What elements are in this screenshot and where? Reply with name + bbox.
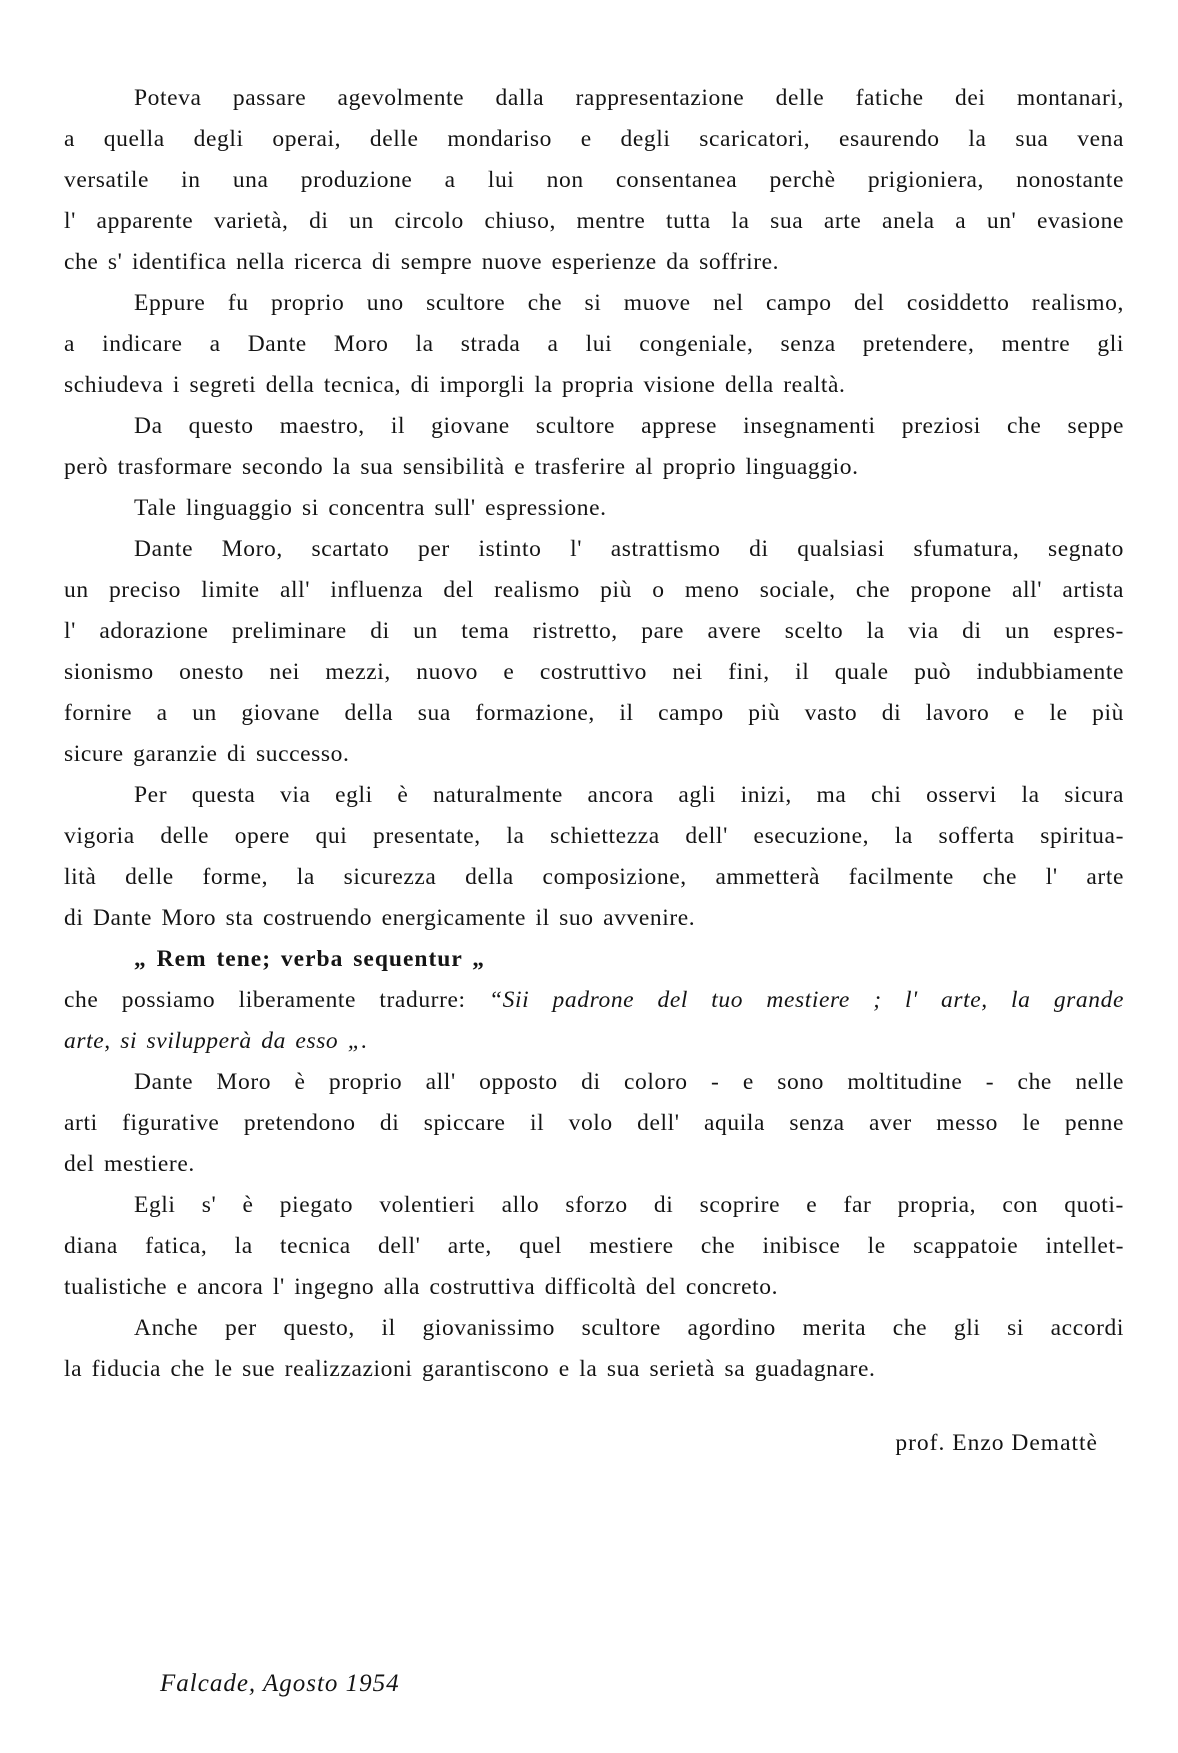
text-line: la fiducia che le sue realizzazioni garantiscono e la sua serietà sa guadagnare.: [64, 1356, 876, 1382]
text-line: lità delle forme, la sicurezza della composizione, ammetterà facilmente che l' arte: [64, 864, 1124, 890]
text-line: vigoria delle opere qui presentate, la schiettezza dell' esecuzione, la sofferta spiritua-: [64, 823, 1124, 849]
paragraph-7: [64, 1062, 1124, 1185]
text-line: di Dante Moro sta costruendo energicamente il suo avvenire.: [64, 905, 696, 931]
paragraph-4: [64, 488, 1124, 529]
text-line: sicure garanzie di successo.: [64, 741, 350, 767]
motto-block: [64, 939, 1124, 1062]
place-date: Falcade, Agosto 1954: [160, 1670, 400, 1697]
text-line: schiudeva i segreti della tecnica, di imporgli la propria visione della realtà.: [64, 372, 846, 398]
text-line: Anche per questo, il giovanissimo scultore agordino merita che gli si accordi: [134, 1315, 1124, 1341]
translation-intro: che possiamo liberamente tradurre:: [64, 987, 466, 1013]
text-line: Egli s' è piegato volentieri allo sforzo di scoprire e far propria, con quoti-: [134, 1192, 1124, 1218]
author-signature: prof. Enzo Demattè: [895, 1430, 1098, 1456]
text-line: fornire a un giovane della sua formazione, il campo più vasto di lavoro e le più: [64, 700, 1124, 726]
text-line: diana fatica, la tecnica dell' arte, quel mestiere che inibisce le scappatoie intellet-: [64, 1233, 1124, 1259]
text-line: Da questo maestro, il giovane scultore apprese insegnamenti preziosi che seppe: [134, 413, 1124, 439]
paragraph-5: [64, 529, 1124, 775]
text-line: sionismo onesto nei mezzi, nuovo e costruttivo nei fini, il quale può indubbiamente: [64, 659, 1124, 685]
text-line: a indicare a Dante Moro la strada a lui congeniale, senza pretendere, mentre gli: [64, 331, 1124, 357]
text-line: Tale linguaggio si concentra sull' espressione.: [134, 495, 607, 521]
text-line: Dante Moro è proprio all' opposto di coloro - e sono moltitudine - che nelle: [134, 1069, 1124, 1095]
text-line: un preciso limite all' influenza del realismo più o meno sociale, che propone all' artista: [64, 577, 1124, 603]
translation-text: “Sii padrone del tuo mestiere ; l' arte, la grande: [488, 987, 1124, 1013]
text-line: del mestiere.: [64, 1151, 195, 1177]
text-line: a quella degli operai, delle mondariso e degli scaricatori, esaurendo la sua vena: [64, 126, 1124, 152]
paragraph-1: [64, 78, 1124, 283]
text-line: Per questa via egli è naturalmente ancora agli inizi, ma chi osservi la sicura: [134, 782, 1124, 808]
text-line: che s' identifica nella ricerca di sempre nuove esperienze da soffrire.: [64, 249, 780, 275]
article-body: [64, 78, 1124, 1390]
text-line: arti figurative pretendono di spiccare il volo dell' aquila senza aver messo le penne: [64, 1110, 1124, 1136]
paragraph-2: [64, 283, 1124, 406]
text-line: [64, 980, 1124, 1021]
paragraph-9: [64, 1308, 1124, 1390]
text-line: però trasformare secondo la sua sensibilità e trasferire al proprio linguaggio.: [64, 454, 859, 480]
text-line: versatile in una produzione a lui non consentanea perchè prigioniera, nonostante: [64, 167, 1124, 193]
text-line: tualistiche e ancora l' ingegno alla costruttiva difficoltà del concreto.: [64, 1274, 779, 1300]
paragraph-3: [64, 406, 1124, 488]
text-line: l' apparente varietà, di un circolo chiuso, mentre tutta la sua arte anela a un' evasione: [64, 208, 1124, 234]
paragraph-6: [64, 775, 1124, 939]
paragraph-8: [64, 1185, 1124, 1308]
text-line: Dante Moro, scartato per istinto l' astrattismo di qualsiasi sfumatura, segnato: [134, 536, 1124, 562]
latin-motto: „ Rem tene; verba sequentur „: [134, 946, 485, 972]
text-line: Eppure fu proprio uno scultore che si muove nel campo del cosiddetto realismo,: [134, 290, 1124, 316]
text-line: l' adorazione preliminare di un tema ristretto, pare avere scelto la via di un espres-: [64, 618, 1124, 644]
text-line: Poteva passare agevolmente dalla rappresentazione delle fatiche dei montanari,: [134, 85, 1124, 111]
translation-text: arte, si svilupperà da esso „.: [64, 1028, 368, 1054]
